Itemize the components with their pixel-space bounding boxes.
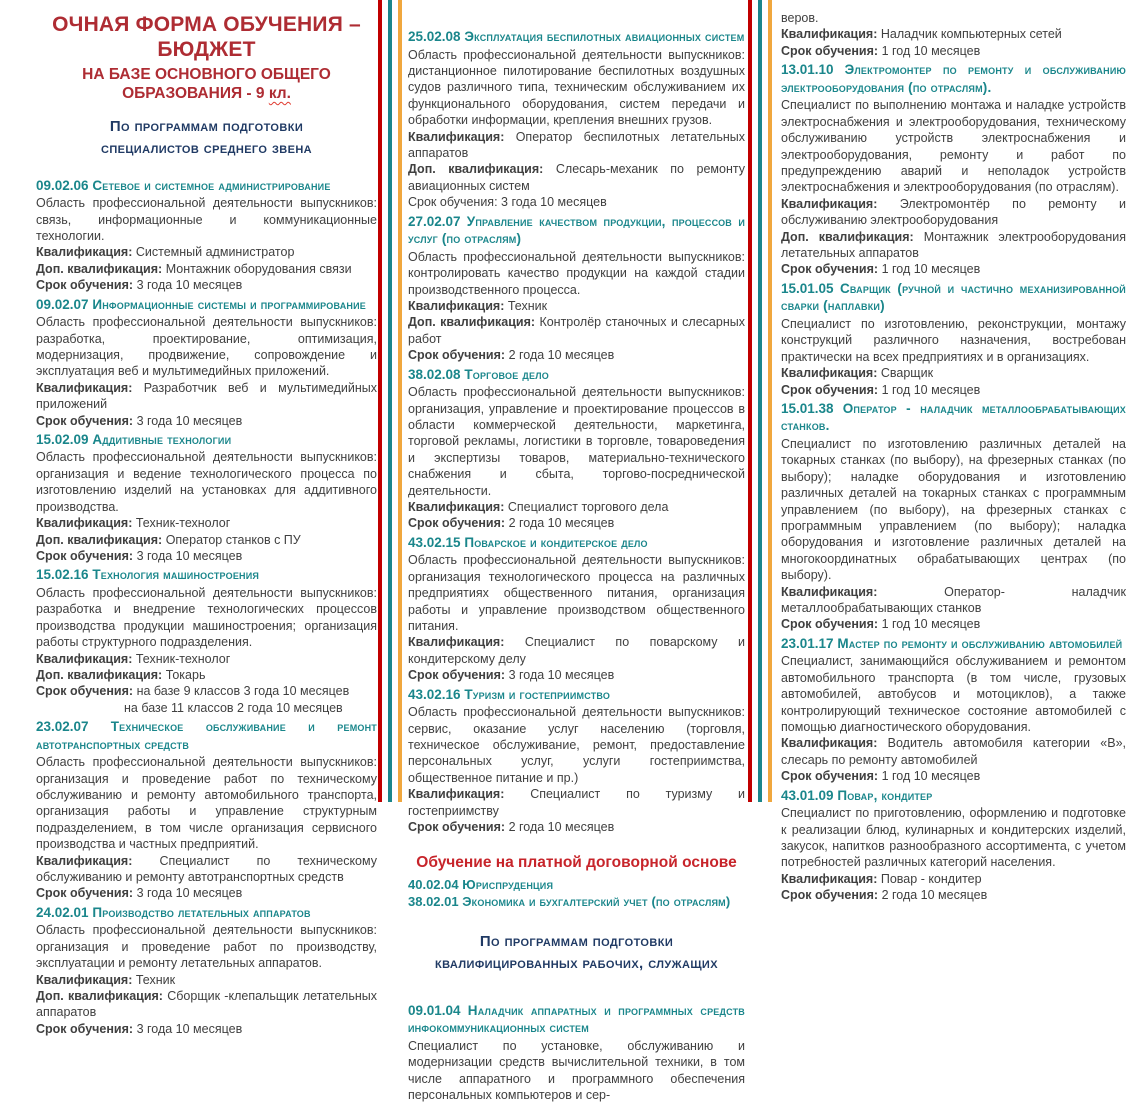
- line-text: Монтажник электрооборудования летательных аппаратов: [781, 229, 1126, 260]
- program-line: [408, 314, 745, 347]
- line-text: Область профессиональной деятельности выпускников: организация и проведение работ по производству, эксплуатации и ремонту летательных аппаратов.: [36, 923, 377, 971]
- line-label: Срок обучения:: [781, 617, 879, 632]
- program-heading: [36, 718, 377, 753]
- section-heading: [408, 931, 745, 976]
- program-code: 23.02.07: [36, 719, 89, 735]
- line-label: Срок обучения:: [408, 348, 506, 363]
- program-line: [408, 1038, 745, 1104]
- divider-right-teal-stripe: [758, 0, 762, 802]
- section-heading-line: квалифицированных рабочих, служащих: [435, 955, 718, 973]
- line-text: Техник: [507, 298, 548, 313]
- program-continuation-block: [781, 10, 1126, 59]
- program-block: [36, 296, 377, 429]
- spacer: [408, 835, 745, 853]
- line-label: Квалификация:: [36, 972, 133, 987]
- line-text: Область профессиональной деятельности выпускников: организация, управление и проектирование процессов в области коммерческой деятельности, маркетинга, торговой рекламы, логистики в торговле, товароведения и экспертизы товаров, материально-технического снабжения и сбыта, торгово-посреднической деятельности.: [408, 385, 745, 498]
- line-label: Квалификация:: [36, 380, 133, 395]
- program-line: [408, 786, 745, 819]
- line-text: Область профессиональной деятельности выпускников: дистанционное пилотирование беспилотных воздушных судов различного типа, техническим обслуживанием их функционального оборудования, систем передачи и обработки информации, крепления внешних грузов.: [408, 47, 745, 128]
- program-code: 43.01.09: [781, 787, 834, 803]
- program-line: [36, 988, 377, 1021]
- line-text: Область профессиональной деятельности выпускников: контролировать качество продукции на каждой стадии производственного процесса.: [408, 249, 745, 297]
- line-text: 1 год 10 месяцев: [881, 617, 981, 632]
- program-line: [781, 653, 1126, 735]
- program-name: Электромонтер по ремонту и обслуживанию электрооборудования (по отраслям).: [781, 62, 1126, 95]
- line-text: Повар - кондитер: [880, 871, 982, 886]
- column-1: [36, 0, 377, 1036]
- program-heading: [781, 61, 1126, 96]
- paid-section-heading: Обучение на платной договорной основе: [416, 854, 737, 872]
- spacer: [36, 161, 377, 175]
- line-text: 1 год 10 месяцев: [881, 262, 981, 277]
- program-line: [36, 651, 377, 667]
- line-label: Квалификация:: [36, 516, 133, 531]
- line-label: Срок обучения:: [36, 413, 134, 428]
- program-heading: [408, 534, 745, 552]
- program-line: [408, 298, 745, 314]
- program-heading: [408, 1002, 745, 1037]
- program-line: [781, 316, 1126, 365]
- program-line: [408, 634, 745, 667]
- program-line: [781, 97, 1126, 195]
- program-block: [408, 686, 745, 836]
- program-line: [781, 768, 1126, 784]
- program-name: Техническое обслуживание и ремонт автотранспортных средств: [36, 719, 377, 752]
- line-label: Квалификация:: [408, 787, 505, 802]
- line-label: Квалификация:: [781, 366, 878, 381]
- program-block: [36, 566, 377, 716]
- program-line: [408, 161, 745, 194]
- program-line: [36, 885, 377, 901]
- program-line: [781, 261, 1126, 277]
- program-block: [408, 213, 745, 364]
- program-heading: [408, 686, 745, 704]
- program-line: [781, 616, 1126, 632]
- line-text: Контролёр станочных и слесарных работ: [408, 315, 745, 346]
- line-text: Специалист по приготовлению, оформлению и подготовке к реализации блюд, кулинарных и кондитерских изделий, закусок, напитков разнообразного ассортимента, с учетом потребностей различных категорий населения.: [781, 806, 1126, 870]
- program-block: [36, 177, 377, 294]
- line-label: Доп. квалификация:: [36, 261, 163, 276]
- line-text: Слесарь-механик по ремонту авиационных систем: [408, 162, 745, 193]
- program-block: [36, 718, 377, 902]
- program-line: [408, 384, 745, 499]
- line-text: 2 года 10 месяцев: [508, 348, 615, 363]
- program-line: [781, 43, 1126, 59]
- line-label: Срок обучения:: [781, 262, 879, 277]
- program-code: 25.02.08: [408, 29, 461, 44]
- program-line: [781, 229, 1126, 262]
- program-code: 15.01.05: [781, 280, 834, 296]
- program-line: [781, 196, 1126, 229]
- program-line: [36, 683, 377, 699]
- program-heading: [781, 635, 1126, 653]
- program-name: Повар, кондитер: [837, 787, 933, 803]
- program-block: [781, 61, 1126, 278]
- line-label: Квалификация:: [781, 584, 878, 599]
- program-line: [36, 244, 377, 260]
- section-heading-line: специалистов среднего звена: [100, 140, 313, 158]
- program-code: 38.02.01: [408, 894, 459, 910]
- program-line: [36, 413, 377, 429]
- program-code: 27.02.07: [408, 213, 461, 229]
- program-heading: [36, 177, 377, 195]
- program-name: Поварское и кондитерское дело: [464, 534, 648, 550]
- line-text: Специалист по техническому обслуживанию и ремонту автотранспортных средств: [36, 853, 377, 885]
- divider-left-red-stripe: [378, 0, 382, 802]
- line-text: Область профессиональной деятельности выпускников: сервис, оказание услуг населению (торговля, техническое обслуживание, ремонт, предоставление персональных услуг, услуги гостеприимства, общественное питание и пр.): [408, 705, 745, 785]
- program-line: [408, 194, 745, 210]
- line-text: Наладчик компьютерных сетей: [880, 27, 1062, 42]
- line-label: Квалификация:: [408, 635, 505, 650]
- line-text: Монтажник оборудования связи: [165, 261, 352, 276]
- program-line: [36, 532, 377, 548]
- line-label: Срок обучения:: [781, 43, 879, 58]
- program-code: 09.02.07: [36, 296, 89, 312]
- program-code: 15.01.38: [781, 400, 834, 416]
- program-name: Управление качеством продукции, процессов и услуг (по отраслям): [408, 213, 745, 247]
- program-line: [36, 700, 377, 716]
- program-name: Информационные системы и программирование: [92, 296, 366, 312]
- line-label: Срок обучения:: [781, 382, 879, 397]
- program-line: [36, 853, 377, 886]
- line-text: Разработчик веб и мультимедийных приложений: [36, 380, 377, 412]
- page-subtitle-text: НА БАЗЕ ОСНОВНОГО ОБЩЕГО ОБРАЗОВАНИЯ - 9: [82, 66, 331, 102]
- line-text: 2 года 10 месяцев: [881, 888, 988, 903]
- program-heading: [36, 296, 377, 314]
- line-text: 3 года 10 месяцев: [136, 1021, 243, 1036]
- program-code: 15.02.09: [36, 431, 89, 447]
- column-3: [781, 0, 1126, 903]
- program-code: 09.02.06: [36, 177, 89, 193]
- program-line: [36, 277, 377, 293]
- program-line: [781, 436, 1126, 584]
- line-label: Срок обучения:: [36, 1021, 134, 1036]
- program-code: 38.02.08: [408, 366, 461, 382]
- program-line: [781, 805, 1126, 871]
- program-line: [36, 585, 377, 651]
- line-text: Токарь: [165, 667, 206, 682]
- divider-right-orange-stripe: [768, 0, 772, 802]
- line-text: Специалист, занимающийся обслуживанием и ремонтом автомобильного транспорта (в том числе, грузовых автомобилей, автобусов и мотоциклов), а также контролирующий техническое состояние автомобилей с помощью диагностического оборудования.: [781, 654, 1126, 735]
- program-heading: [408, 366, 745, 384]
- line-text: 1 год 10 месяцев: [881, 43, 981, 58]
- divider-left-teal-stripe: [388, 0, 392, 802]
- line-label: Доп. квалификация:: [36, 667, 163, 682]
- program-line: [781, 584, 1126, 617]
- program-block: [36, 904, 377, 1037]
- line-label: Срок обучения:: [781, 769, 879, 784]
- line-text: Техник-технолог: [135, 516, 231, 531]
- line-text: веров.: [781, 11, 819, 25]
- spellcheck-flagged-word: кл.: [268, 84, 291, 102]
- line-text: Электромонтёр по ремонту и обслуживанию электрооборудования: [781, 196, 1126, 228]
- program-block: [781, 280, 1126, 398]
- line-text: Специалист торгового дела: [507, 499, 669, 514]
- program-heading: [408, 213, 745, 248]
- program-line: [408, 47, 745, 129]
- line-label: Срок обучения:: [36, 278, 134, 293]
- program-name: Мастер по ремонту и обслуживанию автомобилей: [837, 635, 1123, 651]
- program-line: [36, 449, 377, 515]
- line-text: Водитель автомобиля категории «В», слесарь по ремонту автомобилей: [781, 736, 1126, 767]
- program-code: 43.02.15: [408, 534, 461, 550]
- program-block: [36, 431, 377, 564]
- program-line: [408, 704, 745, 786]
- line-label: Квалификация:: [408, 298, 505, 313]
- divider-left-orange-stripe: [398, 0, 402, 802]
- line-label: Квалификация:: [408, 499, 505, 514]
- line-label: Срок обучения:: [36, 548, 134, 563]
- program-line: [408, 347, 745, 363]
- line-text: 2 года 10 месяцев: [508, 516, 615, 531]
- program-heading: [36, 566, 377, 584]
- line-text: Сборщик -клепальщик летательных аппаратов: [36, 989, 377, 1020]
- line-text: Область профессиональной деятельности выпускников: организация и проведение работ по техническому обслуживанию и ремонту автомобильного транспорта, организация работы и управление структурным подразделением, в том числе организация сервисного производства и частных предприятий.: [36, 755, 377, 852]
- program-line: [36, 548, 377, 564]
- program-line: [36, 1021, 377, 1037]
- line-text: Оператор станков с ПУ: [165, 532, 301, 547]
- program-line: [36, 380, 377, 413]
- line-text: на базе 11 классов 2 года 10 месяцев: [124, 700, 343, 715]
- line-label: Квалификация:: [781, 27, 878, 42]
- program-line: [781, 10, 1126, 26]
- program-block: [781, 635, 1126, 785]
- line-label: Квалификация:: [781, 196, 878, 211]
- program-name: Оператор - наладчик металлообрабатывающих станков.: [781, 400, 1126, 434]
- program-code: 40.02.04: [408, 876, 459, 892]
- program-heading: [781, 400, 1126, 435]
- column-2: [408, 0, 745, 1103]
- program-block: [408, 28, 745, 211]
- program-line: [408, 499, 745, 515]
- line-label: Доп. квалификация:: [36, 532, 163, 547]
- program-code: 13.01.10: [781, 62, 834, 78]
- program-name: Наладчик аппаратных и программных средств инфокоммуникационных систем: [408, 1002, 745, 1036]
- spacer: [408, 976, 745, 1000]
- program-name: Торговое дело: [464, 366, 549, 382]
- line-label: Срок обучения:: [36, 886, 134, 901]
- program-line: [781, 871, 1126, 887]
- line-text: 3 года 10 месяцев: [501, 195, 607, 210]
- program-line: [781, 382, 1126, 398]
- line-text: 3 года 10 месяцев: [136, 548, 243, 563]
- section-heading-line: По программам подготовки: [109, 117, 304, 135]
- program-line: [781, 26, 1126, 42]
- line-text: 3 года 10 месяцев: [136, 278, 243, 293]
- program-line: [36, 515, 377, 531]
- line-text: Техник: [135, 972, 176, 987]
- program-line: [408, 129, 745, 162]
- line-label: Срок обучения:: [408, 819, 506, 834]
- line-label: Доп. квалификация:: [36, 989, 163, 1004]
- program-block: [781, 400, 1126, 633]
- line-label: Квалификация:: [36, 245, 133, 260]
- program-line: [36, 922, 377, 971]
- program-line: [36, 314, 377, 380]
- line-label: Доп. квалификация:: [408, 315, 536, 330]
- program-line: [36, 754, 377, 852]
- line-text: Специалист по изготовлению различных деталей на токарных станках (по выбору), на фрезерных станках (по выбору); наладке оборудования и изготовлению различных деталей на токарных станках с программным управлением (по выбору), на фрезерных станках с программным управлением (по выбору); наладка оборудования и изготовление различных деталей на многокоординатных обрабатывающих центрах (по выбору).: [781, 437, 1126, 583]
- program-heading: [408, 28, 745, 46]
- line-text: Техник-технолог: [135, 651, 231, 666]
- program-code: 15.02.16: [36, 567, 89, 583]
- program-block: [781, 787, 1126, 904]
- line-label: Квалификация:: [781, 871, 878, 886]
- program-name: Эксплуатация беспилотных авиационных систем: [464, 29, 745, 44]
- program-line: [408, 819, 745, 835]
- line-text: Системный администратор: [135, 245, 295, 260]
- line-text: 3 года 10 месяцев: [136, 886, 243, 901]
- program-line: [36, 261, 377, 277]
- spacer: [36, 104, 377, 116]
- program-name: Производство летательных аппаратов: [92, 904, 311, 920]
- program-block: [408, 366, 745, 532]
- program-line: [781, 365, 1126, 381]
- program-code: 09.01.04: [408, 1002, 461, 1018]
- program-heading: [36, 904, 377, 922]
- page-subtitle: [36, 66, 377, 103]
- program-name: Экономика и бухгалтерский учет (по отраслям): [462, 894, 731, 910]
- line-text: 2 года 10 месяцев: [508, 819, 615, 834]
- section-heading: [36, 116, 377, 161]
- program-line: [36, 195, 377, 244]
- program-code: 24.02.01: [36, 904, 89, 920]
- line-text: Оператор- наладчик металлообрабатывающих станков: [781, 584, 1126, 616]
- spacer: [408, 911, 745, 931]
- line-label: Квалификация:: [36, 853, 133, 868]
- program-name: Аддитивные технологии: [92, 431, 232, 447]
- line-text: Специалист по выполнению монтажа и наладке устройств электроснабжения и электрооборудования, техническому обслуживанию устройств электроснабжения и электрооборудования, ремонту и работ по предупреждению аварий и неполадок устройств электроснабжения и электрооборудования (по отраслям).: [781, 98, 1126, 195]
- line-label: Квалификация:: [408, 129, 505, 144]
- line-label: Срок обучения:: [408, 195, 498, 210]
- program-line: [781, 735, 1126, 768]
- program-line: [36, 667, 377, 683]
- line-text: на базе 9 классов 3 года 10 месяцев: [136, 684, 350, 699]
- divider-right-red-stripe: [748, 0, 752, 802]
- program-line: [408, 515, 745, 531]
- program-name: Сварщик (ручной и частично механизированной сварки (наплавки): [781, 280, 1126, 314]
- line-text: Специалист по установке, обслуживанию и модернизации средств вычислительной техники, в том числе аппаратного и программного обеспечения персональных компьютеров и сер-: [408, 1038, 745, 1103]
- line-text: 1 год 10 месяцев: [881, 382, 981, 397]
- line-text: Область профессиональной деятельности выпускников: разработка и внедрение технологических процессов производства продукции машиностроения; организация работы структурного подразделения.: [36, 585, 377, 650]
- line-text: Сварщик: [880, 366, 934, 381]
- line-text: Область профессиональной деятельности выпускников: разработка, проектирование, оптимизация, модернизация, продвижение, сопровождение и эксплуатация веб и мультимедийных приложений.: [36, 315, 377, 379]
- page-title: ОЧНАЯ ФОРМА ОБУЧЕНИЯ – БЮДЖЕТ: [52, 13, 361, 62]
- program-name: Сетевое и системное администрирование: [92, 177, 331, 193]
- line-text: 1 год 10 месяцев: [881, 769, 981, 784]
- line-label: Квалификация:: [36, 651, 133, 666]
- program-line: [408, 667, 745, 683]
- program-line: [36, 972, 377, 988]
- line-text: Оператор беспилотных летательных аппаратов: [408, 129, 745, 160]
- line-label: Доп. квалификация:: [408, 162, 544, 177]
- program-line: [408, 249, 745, 298]
- line-text: 3 года 10 месяцев: [508, 668, 615, 683]
- program-code: 23.01.17: [781, 635, 834, 651]
- program-line: [781, 887, 1126, 903]
- section-heading-line: По программам подготовки: [479, 932, 674, 950]
- program-heading: [781, 280, 1126, 315]
- program-code: 43.02.16: [408, 686, 461, 702]
- program-block: [408, 1002, 745, 1104]
- line-text: Область профессиональной деятельности выпускников: организация и ведение технологического процесса по изготовлению изделий на установках для аддитивного производства.: [36, 450, 377, 514]
- line-label: Доп. квалификация:: [781, 229, 914, 244]
- line-label: Срок обучения:: [36, 684, 134, 699]
- paid-program-heading: [408, 876, 745, 894]
- line-text: Специалист по туризму и гостеприимству: [408, 787, 745, 818]
- program-block: [408, 534, 745, 684]
- program-name: Туризм и гостеприимство: [464, 686, 611, 702]
- line-label: Квалификация:: [781, 736, 878, 751]
- line-text: Специалист по поварскому и кондитерскому делу: [408, 635, 745, 666]
- line-label: Срок обучения:: [408, 668, 506, 683]
- line-text: Область профессиональной деятельности выпускников: организация технологического процесса на различных предприятиях общественного питания, организация работы и управление производством общественного питания.: [408, 553, 745, 633]
- line-label: Срок обучения:: [781, 888, 879, 903]
- program-name: Юриспруденция: [462, 876, 554, 892]
- line-text: Специалист по изготовлению, реконструкции, монтажу конструкций различного назначения, востребован практически на всех предприятиях и в организациях.: [781, 316, 1126, 364]
- program-line: [408, 552, 745, 634]
- program-name: Технология машиностроения: [92, 567, 260, 583]
- line-label: Срок обучения:: [408, 516, 506, 531]
- line-text: 3 года 10 месяцев: [136, 413, 243, 428]
- paid-program-heading: [408, 893, 745, 911]
- program-heading: [36, 431, 377, 449]
- line-text: Область профессиональной деятельности выпускников: связь, информационные и коммуникационные технологии.: [36, 196, 377, 243]
